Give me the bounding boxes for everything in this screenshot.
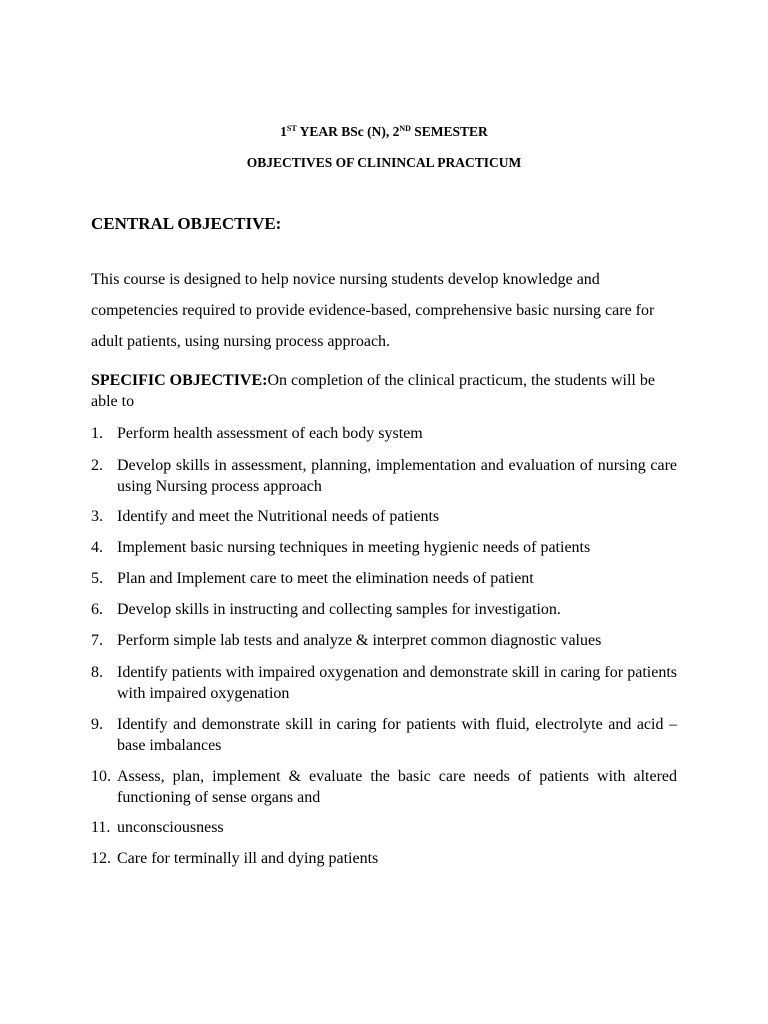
objective-number: 8. [91, 664, 103, 681]
year-superscript: ST [286, 124, 297, 133]
objective-text: Perform health assessment of each body system [117, 425, 423, 442]
specific-objective-intro: On completion of the clinical practicum, the students will be able to [91, 372, 655, 410]
objective-text: Identify and demonstrate skill in caring for patients with fluid, electrolyte and acid – base imbalances [117, 716, 677, 754]
semester-text: SEMESTER [410, 124, 488, 139]
objective-number: 7. [91, 632, 103, 649]
year-text: YEAR BSc (N), 2 [296, 124, 400, 139]
objective-item [91, 848, 677, 869]
objective-item [91, 630, 677, 651]
objective-item [91, 599, 677, 620]
objective-text: Assess, plan, implement & evaluate the basic care needs of patients with altered functioning of sense organs and [117, 768, 677, 806]
semester-superscript: ND [399, 124, 411, 133]
objective-number: 1. [91, 425, 103, 442]
objective-item [91, 766, 677, 808]
objective-text: Develop skills in instructing and collecting samples for investigation. [117, 601, 561, 618]
objective-item [91, 662, 677, 704]
objective-number: 2. [91, 457, 103, 474]
objective-text: Implement basic nursing techniques in meeting hygienic needs of patients [117, 539, 591, 556]
objective-item [91, 506, 677, 527]
document-title: OBJECTIVES OF CLININCAL PRACTICUM [246, 155, 522, 170]
objective-number: 6. [91, 601, 103, 618]
year-number: 1 [280, 124, 287, 139]
objective-item [91, 568, 677, 589]
objective-number: 4. [91, 539, 103, 556]
objective-text: unconsciousness [117, 819, 224, 836]
course-header [0, 124, 768, 140]
specific-objective-paragraph [91, 370, 681, 412]
objective-text: Identify patients with impaired oxygenation and demonstrate skill in caring for patients with impaired oxygenation [117, 664, 677, 702]
objective-number: 10. [91, 768, 111, 785]
objective-item [91, 537, 677, 558]
objective-text: Develop skills in assessment, planning, implementation and evaluation of nursing care using Nursing process approach [117, 457, 677, 495]
objective-item [91, 423, 677, 444]
objective-item [91, 714, 677, 756]
objective-text: Care for terminally ill and dying patients [117, 850, 379, 867]
central-objective-heading: CENTRAL OBJECTIVE: [91, 214, 282, 233]
objective-number: 11. [91, 819, 111, 836]
objective-number: 3. [91, 508, 103, 525]
objective-item [91, 817, 677, 838]
objective-text: Identify and meet the Nutritional needs of patients [117, 508, 440, 525]
objective-text: Plan and Implement care to meet the elimination needs of patient [117, 570, 534, 587]
objective-number: 5. [91, 570, 103, 587]
objective-text: Perform simple lab tests and analyze & interpret common diagnostic values [117, 632, 602, 649]
objective-number: 12. [91, 850, 111, 867]
objective-number: 9. [91, 716, 103, 733]
central-objective-body: This course is designed to help novice nursing students develop knowledge and competencies required to provide evidence-based, comprehensive basic nursing care for adult patients, using nursing process approach. [91, 271, 655, 350]
objective-item [91, 455, 677, 497]
specific-objective-label: SPECIFIC OBJECTIVE: [91, 372, 268, 389]
